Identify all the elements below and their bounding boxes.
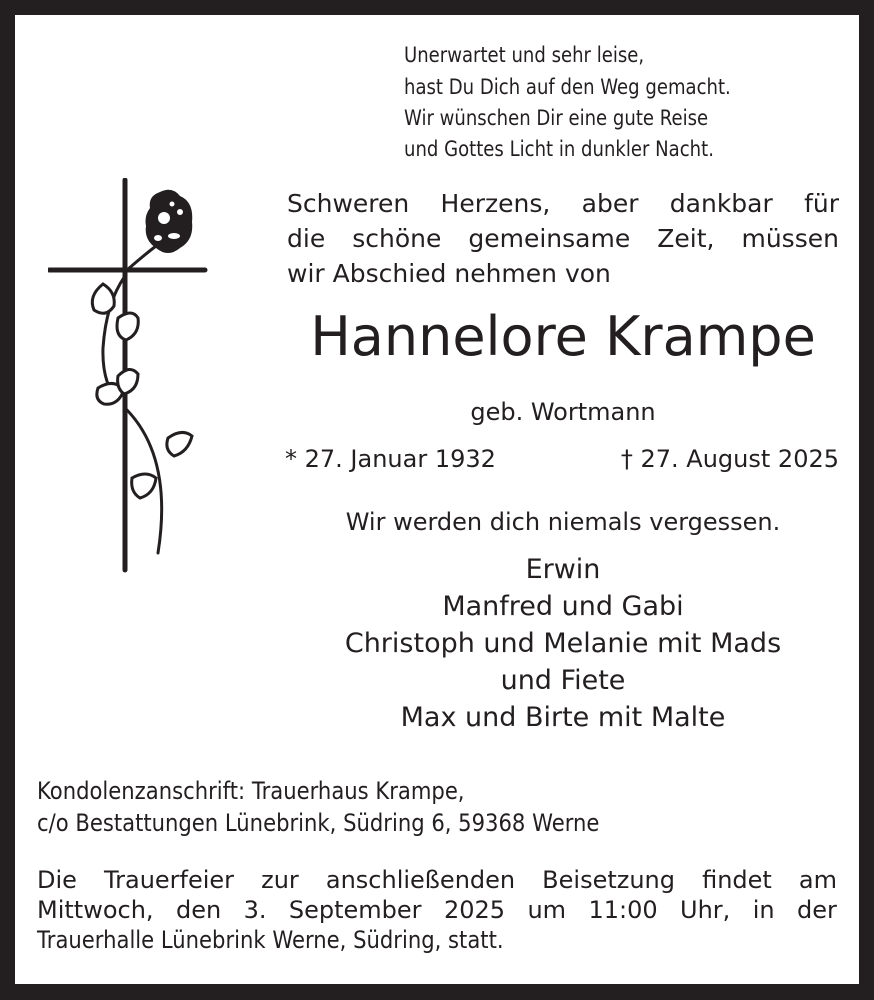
- family-member: Erwin: [525, 554, 601, 585]
- word: Herzens,: [440, 189, 551, 218]
- word: Schweren: [287, 189, 410, 218]
- service-line: [37, 868, 837, 892]
- service-line: [37, 898, 837, 922]
- service-line: Trauerhalle Lünebrink Werne, Südring, statt.: [37, 926, 504, 954]
- word: Beisetzung: [542, 866, 676, 894]
- word: Trauerfeier: [103, 866, 235, 894]
- family-member: Manfred und Gabi: [442, 591, 684, 622]
- family-member: Christoph und Melanie mit Mads: [344, 628, 782, 659]
- word: die: [287, 224, 326, 253]
- birth-date: * 27. Januar 1932: [285, 445, 496, 473]
- farewell-text: Wir werden dich niemals vergessen.: [345, 508, 781, 536]
- obituary-card: [15, 15, 859, 984]
- word: Mittwoch,: [37, 896, 154, 924]
- poem-line: hast Du Dich auf den Weg gemacht.: [404, 75, 731, 99]
- address-line: c/o Bestattungen Lünebrink, Südring 6, 59368 Werne: [37, 809, 600, 837]
- word: Uhr,: [680, 896, 731, 924]
- word: 2025: [443, 896, 506, 924]
- word: am: [798, 866, 837, 894]
- family-member: Max und Birte mit Malte: [400, 702, 726, 733]
- poem-line: Wir wünschen Dir eine gute Reise: [404, 106, 709, 130]
- deceased-name: Hannelore Krampe: [310, 305, 816, 368]
- word: September: [288, 896, 422, 924]
- word: Die: [37, 866, 77, 894]
- word: 3.: [243, 896, 267, 924]
- word: anschließenden: [325, 866, 516, 894]
- intro-line: [287, 226, 839, 251]
- family-member: und Fiete: [500, 665, 626, 696]
- word: um: [527, 896, 567, 924]
- word: der: [797, 896, 837, 924]
- death-date: † 27. August 2025: [620, 445, 839, 473]
- intro-line: wir Abschied nehmen von: [287, 259, 611, 288]
- word: in: [752, 896, 775, 924]
- poem-line: und Gottes Licht in dunkler Nacht.: [404, 137, 714, 161]
- word: für: [804, 189, 839, 218]
- word: findet: [702, 866, 772, 894]
- word: dankbar: [669, 189, 773, 218]
- maiden-name: geb. Wortmann: [470, 398, 656, 426]
- word: 11:00: [588, 896, 658, 924]
- poem-line: Unerwartet und sehr leise,: [404, 43, 645, 67]
- word: zur: [261, 866, 299, 894]
- word: schöne: [352, 224, 442, 253]
- word: müssen: [741, 224, 839, 253]
- intro-line: [287, 191, 839, 216]
- cross-with-rose-icon: [48, 178, 208, 577]
- word: aber: [581, 189, 639, 218]
- address-line: Kondolenzanschrift: Trauerhaus Krampe,: [37, 777, 465, 805]
- word: gemeinsame: [468, 224, 631, 253]
- life-dates: [285, 447, 839, 471]
- word: Zeit,: [657, 224, 715, 253]
- word: den: [175, 896, 222, 924]
